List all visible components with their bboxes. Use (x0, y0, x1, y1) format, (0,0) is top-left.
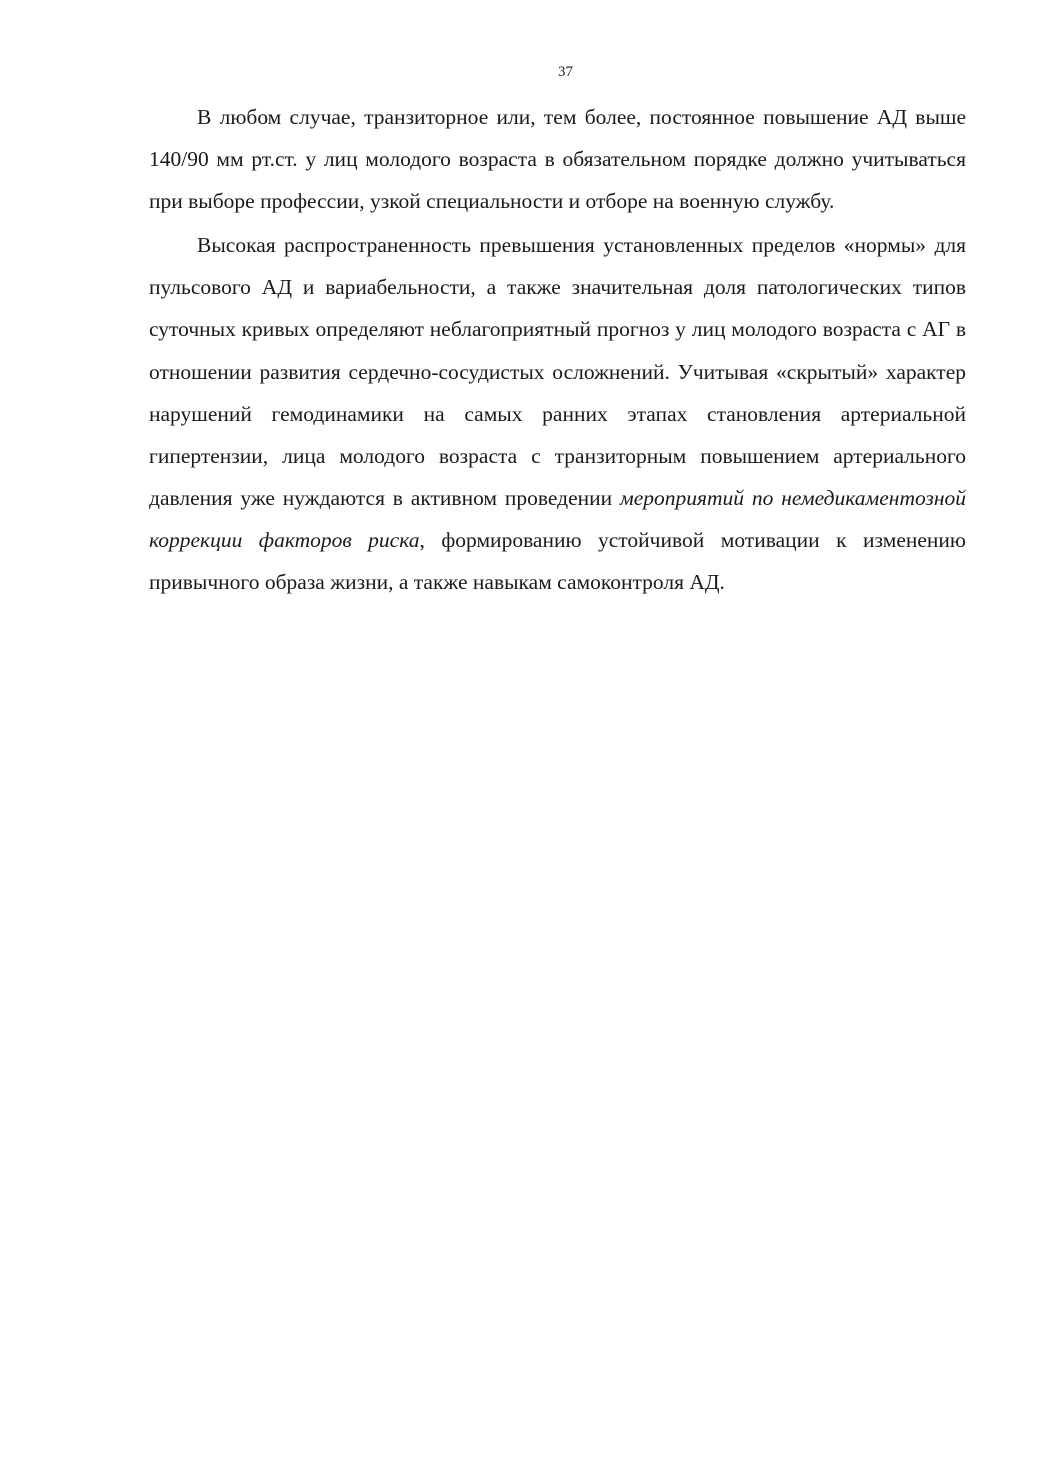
paragraph-2-text: Высокая распространенность превышения установленных пределов «нормы» для пульсового АД и вариабельности, а также значительная доля патологических типов суточных кривых определяют неблагоприятный прогноз у лиц молодого возраста с АГ в отношении развития сердечно-сосудистых осложнений. Учитывая «скрытый» характер нарушений гемодинамики на самых ранних этапах становления артериальной гипертензии, лица молодого возраста с транзиторным повышением артериального давления уже нуждаются в активном проведении (149, 233, 966, 510)
paragraph-2-italic-phrase: мероприятий по немедикаментозной коррекции факторов риска (149, 485, 966, 552)
paragraph-2 (149, 224, 966, 603)
paragraph-1-text: В любом случае, транзиторное или, тем более, постоянное повышение АД выше 140/90 мм рт.ст. у лиц молодого возраста в обязательном порядке должно учитываться при выборе профессии, узкой специальности и отборе на военную службу. (149, 105, 966, 214)
paragraph-1 (149, 96, 966, 222)
body-text (149, 96, 966, 604)
page-number: 37 (558, 64, 573, 80)
paragraph-2-text-end: , формированию устойчивой мотивации к изменению привычного образа жизни, а также навыкам самоконтроля АД. (149, 527, 966, 595)
